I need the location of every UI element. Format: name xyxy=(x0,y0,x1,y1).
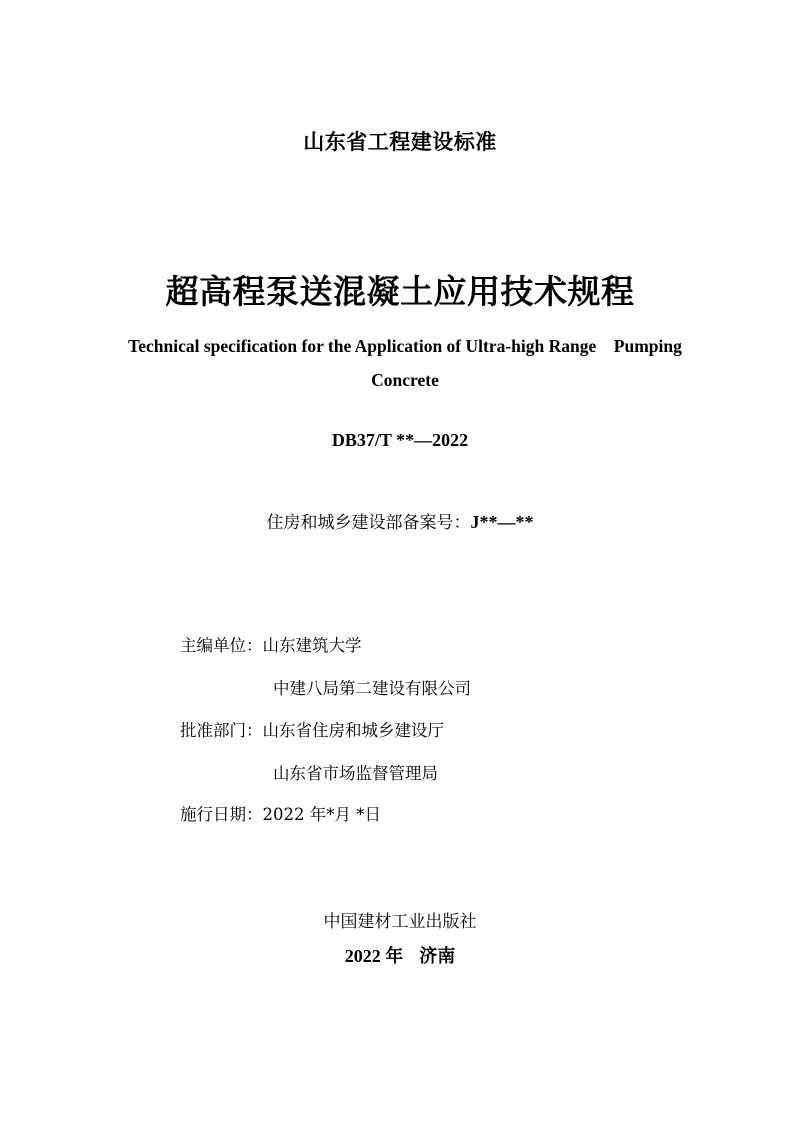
publication-year-place xyxy=(0,942,800,968)
standard-number: DB37/T **—2022 xyxy=(331,430,469,450)
publication-city: 济南 xyxy=(419,946,456,966)
approver-dept-1: 山东省住房和城乡建设厅 xyxy=(262,721,444,740)
record-number-line xyxy=(0,508,800,533)
effective-date-row xyxy=(180,801,381,825)
effective-date-value: 2022 年*月 *日 xyxy=(262,805,381,824)
approver-row xyxy=(180,717,444,741)
english-title-line-2: Concrete xyxy=(371,370,439,390)
publication-year: 2022 年 xyxy=(344,946,404,966)
standard-series-heading: 山东省工程建设标准 xyxy=(303,130,497,154)
english-title-line-1: Technical specification for the Application of Ultra-high Range Pumping xyxy=(128,336,682,356)
record-number-value: J**—** xyxy=(470,512,534,532)
record-number-label: 住房和城乡建设部备案号： xyxy=(266,513,471,533)
english-title xyxy=(60,329,750,397)
chief-editor-unit-2: 中建八局第二建设有限公司 xyxy=(273,679,471,698)
chief-editor-label: 主编单位： xyxy=(180,636,263,655)
chinese-title: 超高程泵送混凝土应用技术规程 xyxy=(165,272,635,311)
effective-date-label: 施行日期： xyxy=(180,805,263,824)
publisher-name: 中国建材工业出版社 xyxy=(323,912,477,932)
chief-editor-unit-1: 山东建筑大学 xyxy=(262,636,362,655)
approver-dept-2: 山东省市场监督管理局 xyxy=(273,764,438,783)
approver-label: 批准部门： xyxy=(180,721,263,740)
chief-editor-row xyxy=(180,632,362,656)
